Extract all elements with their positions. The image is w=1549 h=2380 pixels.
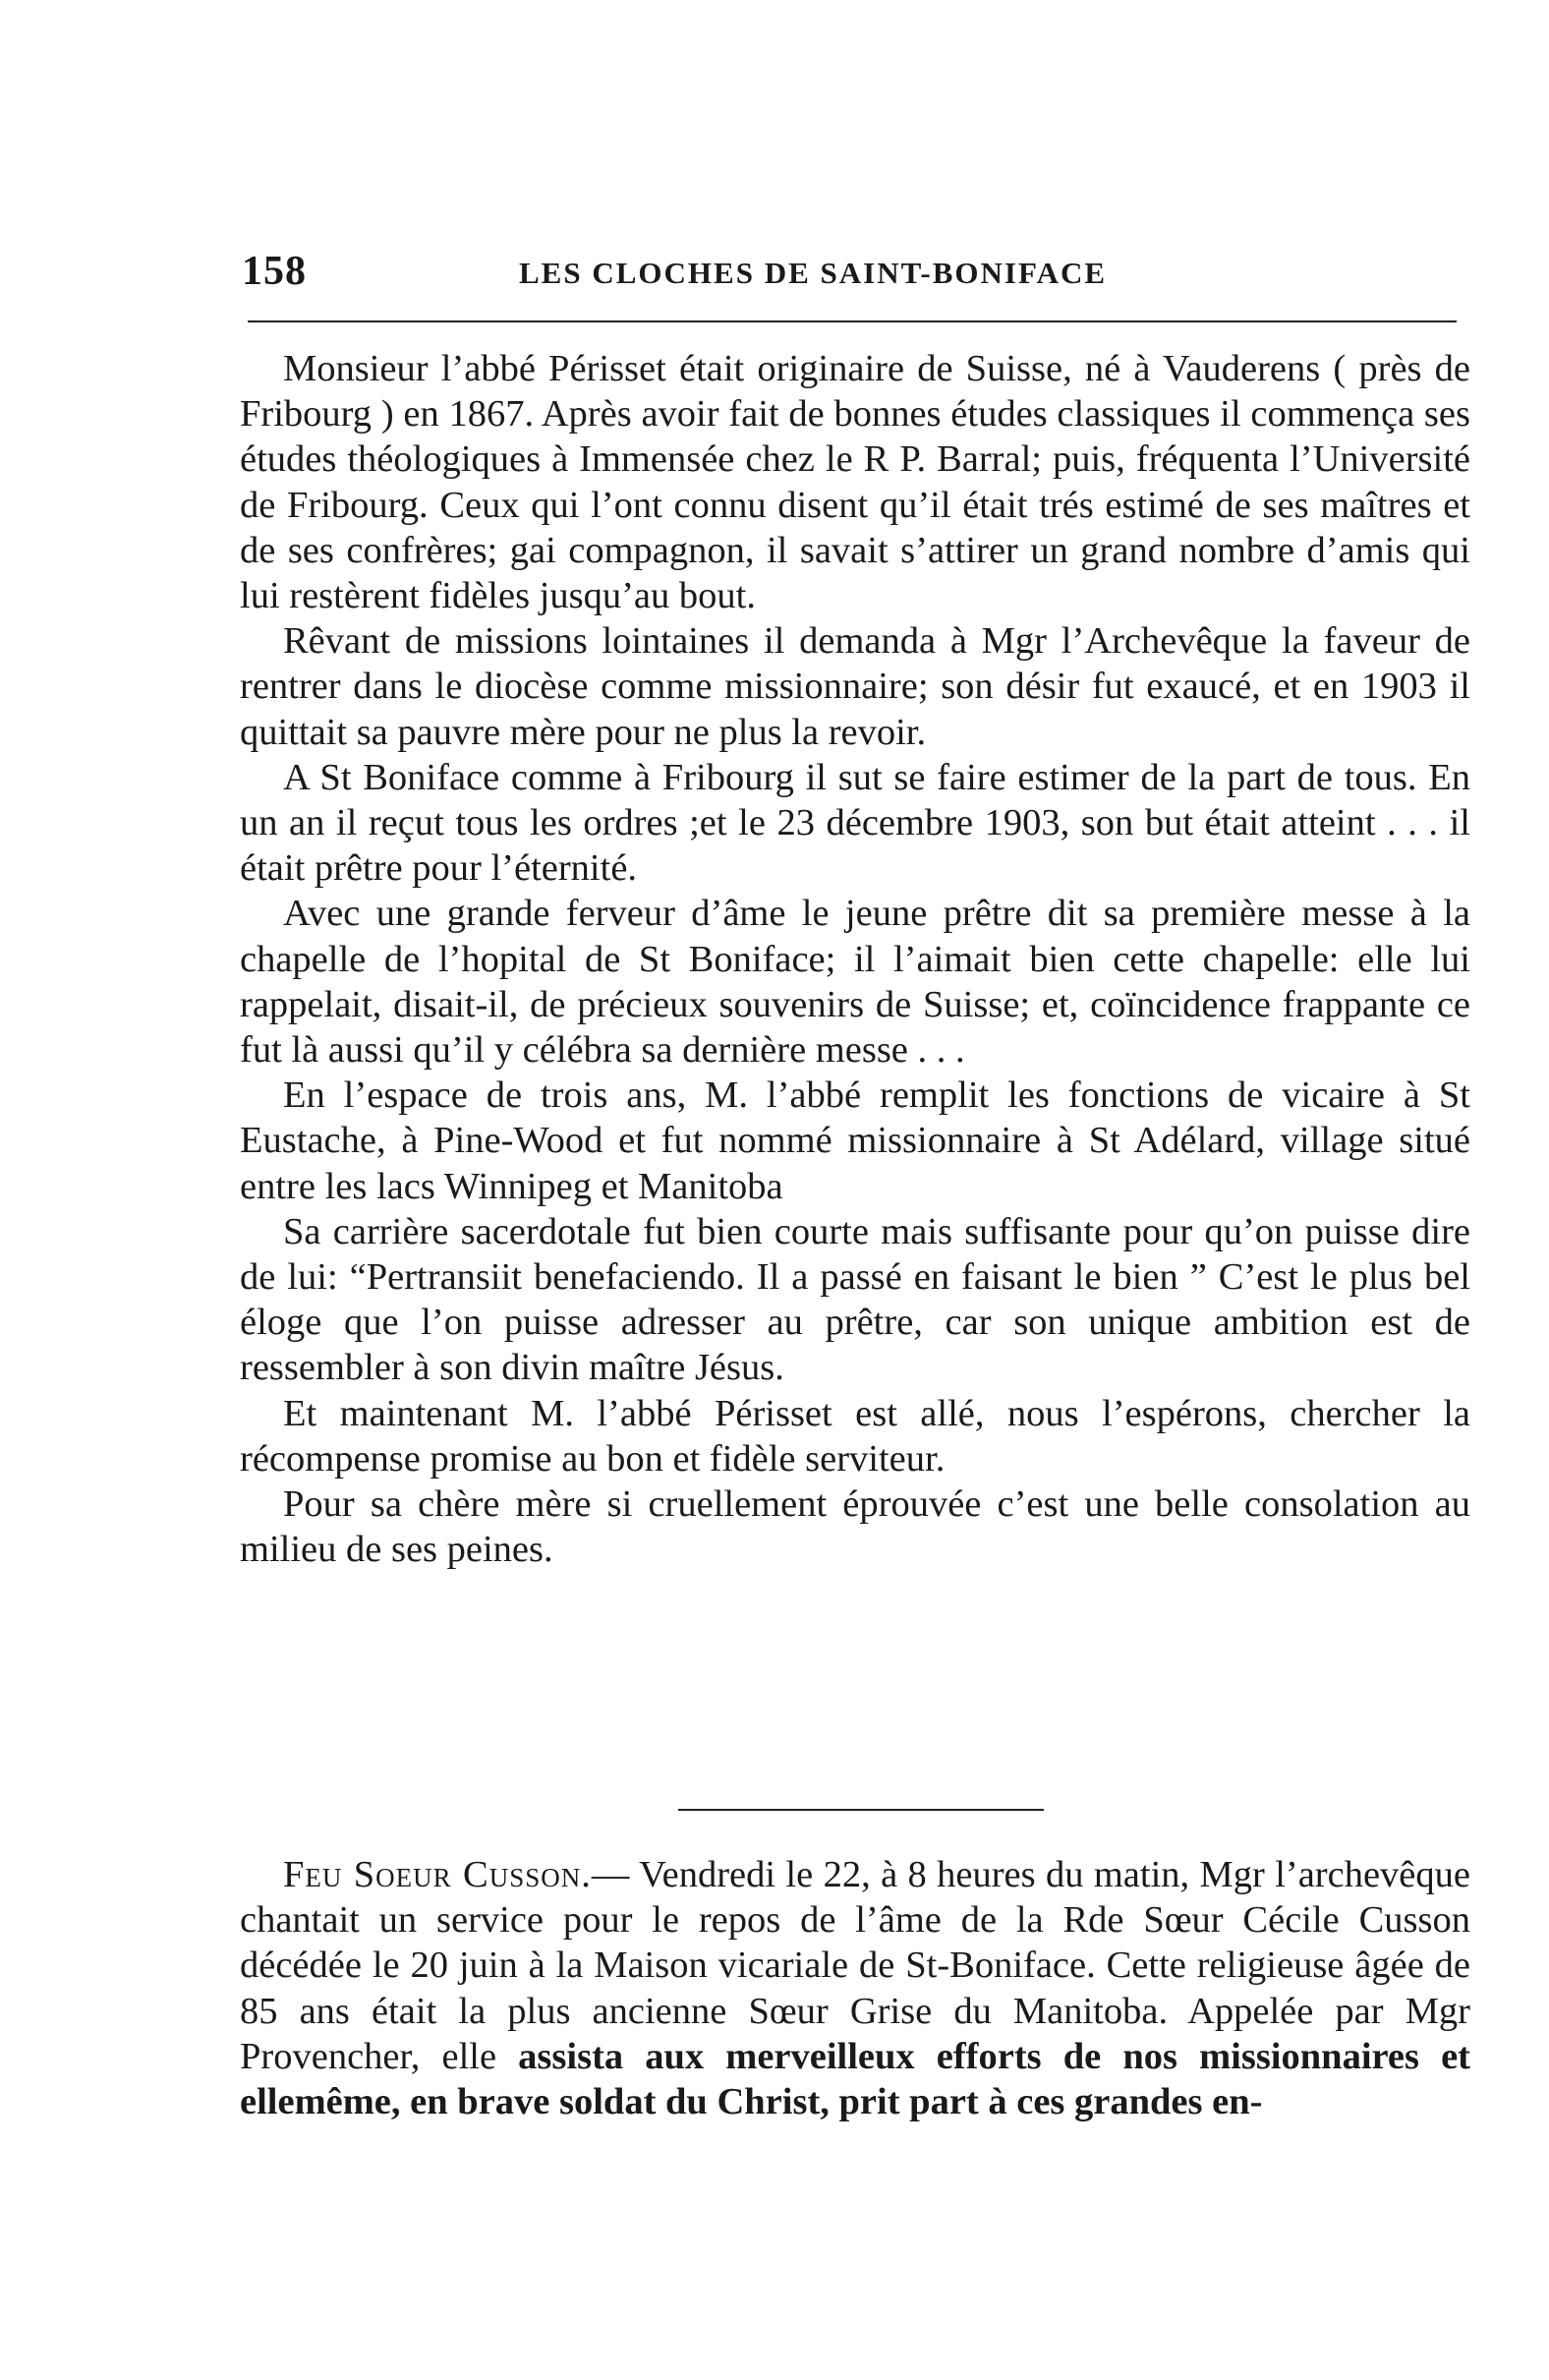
obituary-text-bold: assista aux merveilleux efforts de nos missionnaires et ellemême, en brave soldat du Christ, prit part à ces grandes en- [240, 2035, 1470, 2123]
page-number: 158 [242, 249, 307, 294]
section-divider [678, 1809, 1044, 1811]
obituary-text: — Vendredi le 22, à 8 heures du matin, Mgr l’archevêque chantait un service pour le repos de l’âme de la Rde Sœur Cécile Cusson décédée le 20 juin à la Maison vicariale de St-Boniface. Cette religieuse âgée de 85 ans était la plus ancienne Sœur Grise du Manitoba. Appelée par Mgr Provencher, elle [240, 1854, 1470, 2077]
paragraph-3: A St Boniface comme à Fribourg il sut se faire estimer de la part de tous. En un an il reçut tous les ordres ;et le 23 décembre 1903, son but était atteint . . . il était prêtre pour l’éternité. [240, 756, 1470, 890]
paragraph-8: Pour sa chère mère si cruellement éprouvée c’est une belle consolation au milieu de ses peines. [240, 1483, 1470, 1571]
paragraph-7: Et maintenant M. l’abbé Périsset est allé, nous l’espérons, chercher la récompense promise au bon et fidèle serviteur. [240, 1392, 1470, 1480]
page-header [242, 248, 1470, 307]
header-rule [248, 320, 1457, 322]
obituary-heading: Feu Soeur Cusson. [283, 1854, 592, 1895]
paragraph-2: Rêvant de missions lointaines il demanda à Mgr l’Archevêque la faveur de rentrer dans le diocèse comme missionnaire; son désir fut exaucé, et en 1903 il quittait sa pauvre mère pour ne plus la revoir. [240, 620, 1470, 753]
obituary-paragraph [240, 1852, 1470, 2124]
obituary-notice [240, 1852, 1470, 2124]
main-article [240, 346, 1470, 1572]
paragraph-6: Sa carrière sacerdotale fut bien courte mais suffisante pour qu’on puisse dire de lui: “Pertransiit benefaciendo. Il a passé en faisant le bien ” C’est le plus bel éloge que l’on puisse adresser au prêtre, car son unique ambition est de ressembler à son divin maître Jésus. [240, 1210, 1470, 1389]
paragraph-1: Monsieur l’abbé Périsset était originaire de Suisse, né à Vauderens ( près de Fribourg ) en 1867. Après avoir fait de bonnes études classiques il commença ses études théologiques à Immensée chez le R P. Barral; puis, fréquenta l’Université de Fribourg. Ceux qui l’ont connu disent qu’il était trés estimé de ses maîtres et de ses confrères; gai compagnon, il savait s’attirer un grand nombre d’amis qui lui restèrent fidèles jusqu’au bout. [240, 348, 1470, 617]
running-head: LES CLOCHES DE SAINT-BONIFACE [519, 256, 1108, 290]
paragraph-5: En l’espace de trois ans, M. l’abbé remplit les fonctions de vicaire à St Eustache, à Pine-Wood et fut nommé missionnaire à St Adélard, village situé entre les lacs Winnipeg et Manitoba [240, 1074, 1470, 1207]
paragraph-4: Avec une grande ferveur d’âme le jeune prêtre dit sa première messe à la chapelle de l’hopital de St Boniface; il l’aimait bien cette chapelle: elle lui rappelait, disait-il, de précieux souvenirs de Suisse; et, coïncidence frappante ce fut là aussi qu’il y célébra sa dernière messe . . . [240, 893, 1470, 1072]
